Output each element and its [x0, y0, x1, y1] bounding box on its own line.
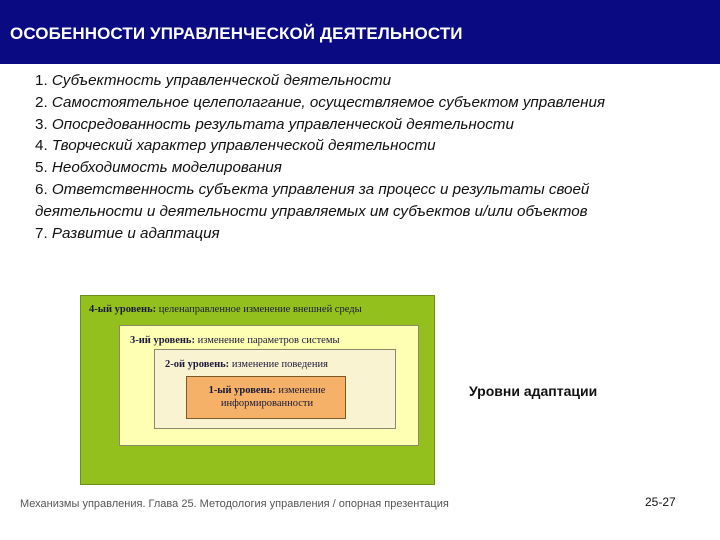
- list-item-number: 3.: [35, 115, 48, 133]
- level-3-label: [130, 335, 340, 346]
- adaptation-levels-diagram: [80, 295, 435, 485]
- list-item-text: Творческий характер управленческой деятельности: [51, 137, 436, 155]
- list-item-number: 5.: [35, 159, 48, 177]
- page-number: 25-27: [645, 495, 676, 509]
- level-1-name: 1-ый уровень:: [208, 385, 276, 396]
- level-2-desc: изменение поведения: [231, 359, 328, 370]
- list-item-text: Самостоятельное целеполагание, осуществляемое субъектом управления: [51, 93, 606, 111]
- list-item-number: 2.: [35, 93, 48, 111]
- list-item: [35, 179, 675, 223]
- level-3-desc: изменение параметров системы: [197, 335, 340, 346]
- footer-text: Механизмы управления. Глава 25. Методология управления / опорная презентация: [20, 498, 449, 510]
- title-bar: [0, 0, 720, 64]
- list-item: [35, 114, 675, 136]
- level-1-box: [186, 376, 346, 419]
- list-item-text: Развитие и адаптация: [51, 224, 220, 242]
- level-1-desc: изменение информированности: [220, 385, 326, 409]
- list-item: [35, 223, 675, 245]
- list-item-number: 6.: [35, 180, 48, 198]
- list-item-number: 4.: [35, 137, 48, 155]
- level-3-name: 3-ий уровень:: [130, 335, 195, 346]
- level-4-name: 4-ый уровень:: [89, 304, 157, 315]
- level-2-label: [165, 359, 328, 370]
- level-4-box: [80, 295, 435, 485]
- list-item: [35, 157, 675, 179]
- list-item-number: 1.: [35, 72, 48, 89]
- list-item-text: Ответственность субъекта управления за процесс и результаты своей деятельности и деятельности управляемых им субъектов и/или объектов: [35, 180, 590, 220]
- list-item: [35, 70, 675, 92]
- page-title: ОСОБЕННОСТИ УПРАВЛЕНЧЕСКОЙ ДЕЯТЕЛЬНОСТИ: [10, 24, 463, 43]
- level-2-name: 2-ой уровень:: [165, 359, 230, 370]
- list-item: [35, 92, 675, 114]
- diagram-caption: Уровни адаптации: [469, 383, 598, 399]
- list-item-text: Опосредованность результата управленческой деятельности: [51, 115, 514, 133]
- list-item-text: Необходимость моделирования: [51, 159, 282, 177]
- level-4-desc: целенаправленное изменение внешней среды: [158, 304, 362, 315]
- list-item: [35, 135, 675, 157]
- list-item-number: 7.: [35, 224, 48, 242]
- level-1-label: [187, 384, 347, 410]
- features-list: [35, 70, 675, 244]
- level-4-label: [89, 304, 362, 315]
- list-item-text: Субъектность управленческой деятельности: [51, 72, 392, 89]
